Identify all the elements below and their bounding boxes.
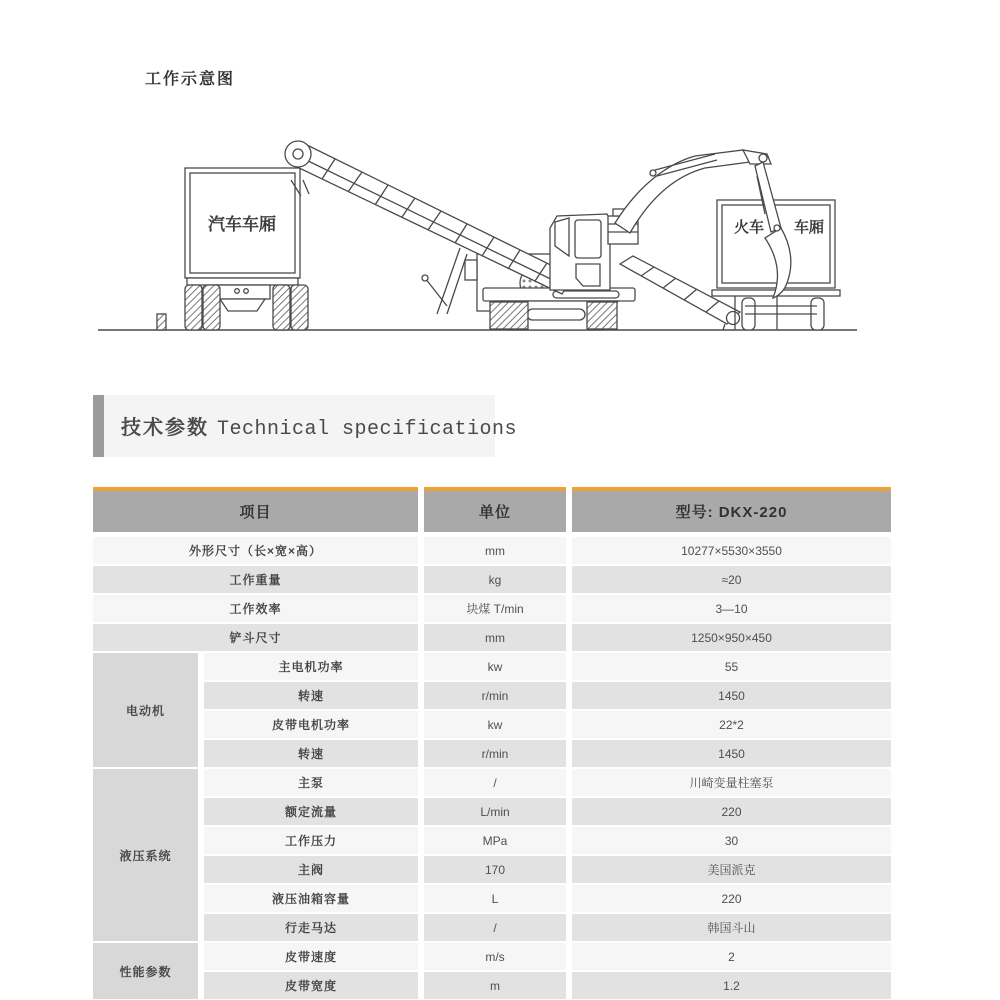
row-unit-cell: m/s [424, 943, 566, 970]
truck-carriage [157, 168, 308, 330]
row-unit-cell: m [424, 972, 566, 999]
row-value-cell: 1450 [572, 682, 891, 709]
row-value-cell: 美国派克 [572, 856, 891, 883]
section-title-zh: 技术参数 [121, 417, 209, 439]
working-diagram [95, 128, 865, 338]
row-unit-cell: MPa [424, 827, 566, 854]
row-item-cell: 主阀 [204, 856, 418, 883]
table-row [93, 537, 891, 564]
table-row [204, 914, 891, 941]
table-row [204, 943, 891, 970]
table-row [204, 827, 891, 854]
table-row [93, 566, 891, 593]
header-unit-column: 单位 [424, 487, 566, 532]
table-row [204, 682, 891, 709]
head-pulley [285, 141, 311, 167]
row-value-cell: 55 [572, 653, 891, 680]
section-title-en: Technical specifications [217, 418, 518, 441]
row-unit-cell: L [424, 885, 566, 912]
row-value-cell: 22*2 [572, 711, 891, 738]
table-row [204, 798, 891, 825]
row-unit-cell: kw [424, 711, 566, 738]
group-label: 电动机 [93, 653, 198, 767]
row-value-cell: 30 [572, 827, 891, 854]
table-row [93, 595, 891, 622]
table-row [204, 653, 891, 680]
row-item-cell: 铲斗尺寸 [93, 624, 418, 651]
row-value-cell: 10277×5530×3550 [572, 537, 891, 564]
table-row [204, 769, 891, 796]
row-unit-cell: mm [424, 537, 566, 564]
row-unit-cell: kg [424, 566, 566, 593]
row-unit-cell: r/min [424, 740, 566, 767]
group-label: 液压系统 [93, 769, 198, 941]
row-unit-cell: 块煤 T/min [424, 595, 566, 622]
row-value-cell: 1250×950×450 [572, 624, 891, 651]
section-header [93, 395, 518, 457]
row-value-cell: 220 [572, 798, 891, 825]
truck-carriage-label: 汽车车厢 [208, 215, 276, 234]
table-row [204, 885, 891, 912]
row-item-cell: 皮带电机功率 [204, 711, 418, 738]
table-group-性能参数 [93, 943, 891, 999]
spec-table [93, 487, 891, 999]
conveyor-boom [285, 141, 573, 294]
row-unit-cell: / [424, 769, 566, 796]
row-item-cell: 皮带宽度 [204, 972, 418, 999]
row-value-cell: 220 [572, 885, 891, 912]
row-item-cell: 皮带速度 [204, 943, 418, 970]
table-row [204, 711, 891, 738]
header-item-column: 项目 [93, 487, 418, 532]
page-title: 工作示意图 [145, 71, 236, 88]
row-item-cell: 工作压力 [204, 827, 418, 854]
row-item-cell: 转速 [204, 740, 418, 767]
table-row [204, 740, 891, 767]
spec-table-header [93, 487, 891, 532]
operator-cab [550, 214, 610, 290]
header-model-column: 型号: DKX-220 [572, 487, 891, 532]
group-rows [204, 943, 891, 999]
row-value-cell: 2 [572, 943, 891, 970]
row-value-cell: 韩国斗山 [572, 914, 891, 941]
table-group-电动机 [93, 653, 891, 767]
group-rows [204, 769, 891, 941]
row-item-cell: 工作效率 [93, 595, 418, 622]
row-unit-cell: / [424, 914, 566, 941]
spec-table-body [93, 537, 891, 999]
train-carriage-label-right: 车厢 [793, 219, 825, 236]
row-item-cell: 外形尺寸（长×宽×高） [93, 537, 418, 564]
group-rows [204, 653, 891, 767]
table-row [204, 856, 891, 883]
row-value-cell: 3—10 [572, 595, 891, 622]
row-unit-cell: 170 [424, 856, 566, 883]
train-carriage-label-left: 火车 [733, 219, 765, 236]
row-unit-cell: kw [424, 653, 566, 680]
section-title [121, 411, 517, 441]
table-row [93, 624, 891, 651]
row-item-cell: 主电机功率 [204, 653, 418, 680]
section-accent-bar [93, 395, 104, 457]
row-value-cell: ≈20 [572, 566, 891, 593]
row-value-cell: 1450 [572, 740, 891, 767]
table-group-液压系统 [93, 769, 891, 941]
row-unit-cell: mm [424, 624, 566, 651]
row-item-cell: 转速 [204, 682, 418, 709]
row-item-cell: 行走马达 [204, 914, 418, 941]
row-item-cell: 液压油箱容量 [204, 885, 418, 912]
row-value-cell: 川崎变量柱塞泵 [572, 769, 891, 796]
working-diagram-svg [95, 128, 865, 338]
row-unit-cell: L/min [424, 798, 566, 825]
row-item-cell: 工作重量 [93, 566, 418, 593]
boom-support-struts [422, 248, 467, 314]
group-label: 性能参数 [93, 943, 198, 999]
row-item-cell: 主泵 [204, 769, 418, 796]
row-value-cell: 1.2 [572, 972, 891, 999]
row-unit-cell: r/min [424, 682, 566, 709]
row-item-cell: 额定流量 [204, 798, 418, 825]
table-row [204, 972, 891, 999]
